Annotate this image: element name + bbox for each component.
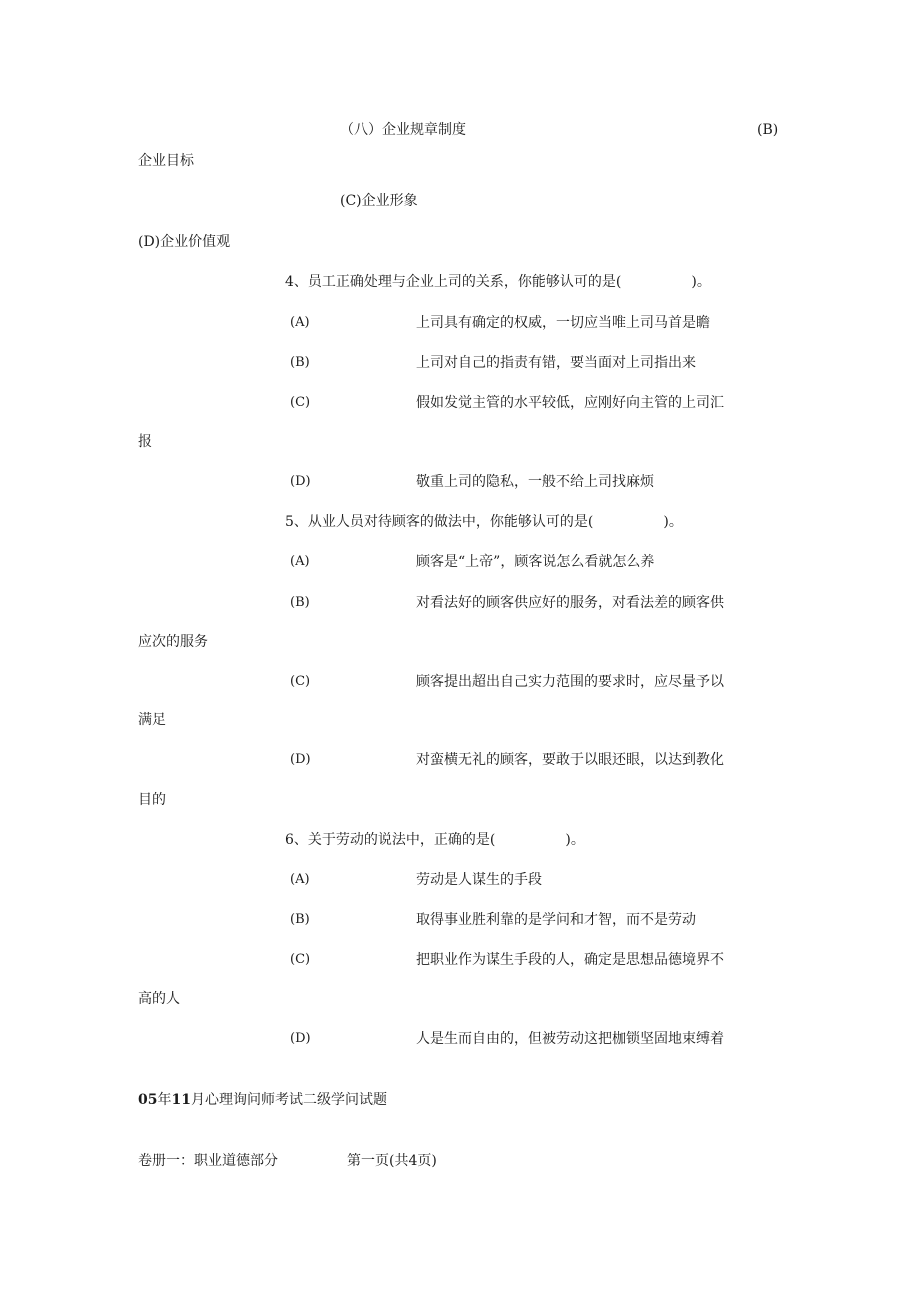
q4-option-b-label: (B): [290, 355, 310, 370]
q4-option-a-text: 上司具有确定的权威，一切应当唯上司马首是瞻: [416, 315, 710, 331]
q5-option-d-wrap: 目的: [138, 792, 166, 808]
q6-option-b-text: 取得事业胜利靠的是学问和才智，而不是劳动: [416, 912, 696, 928]
footer-title-rest: 月心理询问师考试二级学问试题: [190, 1092, 387, 1108]
q5-option-c-label: (C): [290, 674, 311, 689]
q5-option-a-text: 顾客是“上帝”，顾客说怎么看就怎么养: [416, 554, 655, 570]
q6-option-c-text: 把职业作为谋生手段的人，确定是思想品德境界不: [416, 952, 724, 968]
q4-option-d-label: (D): [290, 474, 311, 489]
q3-option-d: (D)企业价值观: [138, 234, 231, 250]
q4-option-b-text: 上司对自己的指责有错，要当面对上司指出来: [416, 355, 696, 371]
q4-option-c-text: 假如发觉主管的水平较低，应刚好向主管的上司汇: [416, 395, 724, 411]
q4-option-c-wrap: 报: [138, 434, 152, 450]
q5-option-d-text: 对蛮横无礼的顾客，要敢于以眼还眼，以达到教化: [416, 752, 724, 768]
q6-option-c-wrap: 高的人: [138, 991, 180, 1007]
q6-stem: 6、关于劳动的说法中，正确的是( )。: [285, 832, 585, 848]
q5-option-a-label: (A): [290, 554, 310, 569]
q3-option-b-label: (B): [757, 122, 779, 138]
q6-option-d-label: (D): [290, 1031, 311, 1046]
q6-option-d-text: 人是生而自由的，但被劳动这把枷锁坚固地束缚着: [416, 1031, 724, 1047]
footer-title: [138, 1091, 387, 1109]
q5-option-c-text: 顾客提出超出自己实力范围的要求时，应尽量予以: [416, 674, 724, 690]
footer-page-number: 第一页(共4页): [347, 1153, 437, 1169]
q6-option-a-label: (A): [290, 872, 310, 887]
q5-option-c-wrap: 满足: [138, 712, 166, 728]
q5-option-b-text: 对看法好的顾客供应好的服务，对看法差的顾客供: [416, 595, 724, 611]
q3-option-a: （八）企业规章制度: [340, 122, 466, 138]
q6-option-a-text: 劳动是人谋生的手段: [416, 872, 542, 888]
q3-option-c: (C)企业形象: [340, 193, 418, 209]
q4-option-d-text: 敬重上司的隐私，一般不给上司找麻烦: [416, 474, 654, 490]
q5-option-b-wrap: 应次的服务: [138, 634, 208, 650]
q4-stem: 4、员工正确处理与企业上司的关系，你能够认可的是( )。: [285, 274, 711, 290]
q3-option-b-text: 企业目标: [138, 153, 194, 169]
q6-option-c-label: (C): [290, 952, 311, 967]
q4-option-a-label: (A): [290, 315, 310, 330]
q5-option-d-label: (D): [290, 752, 311, 767]
q5-stem: 5、从业人员对待顾客的做法中，你能够认可的是( )。: [285, 514, 683, 530]
footer-title-year-unit: 年: [157, 1092, 172, 1108]
q6-option-b-label: (B): [290, 912, 310, 927]
q5-option-b-label: (B): [290, 595, 310, 610]
footer-title-year: 05: [138, 1092, 158, 1108]
q4-option-c-label: (C): [290, 395, 311, 410]
footer-volume: 卷册一：职业道德部分: [138, 1153, 278, 1169]
footer-title-month: 11: [171, 1092, 191, 1108]
